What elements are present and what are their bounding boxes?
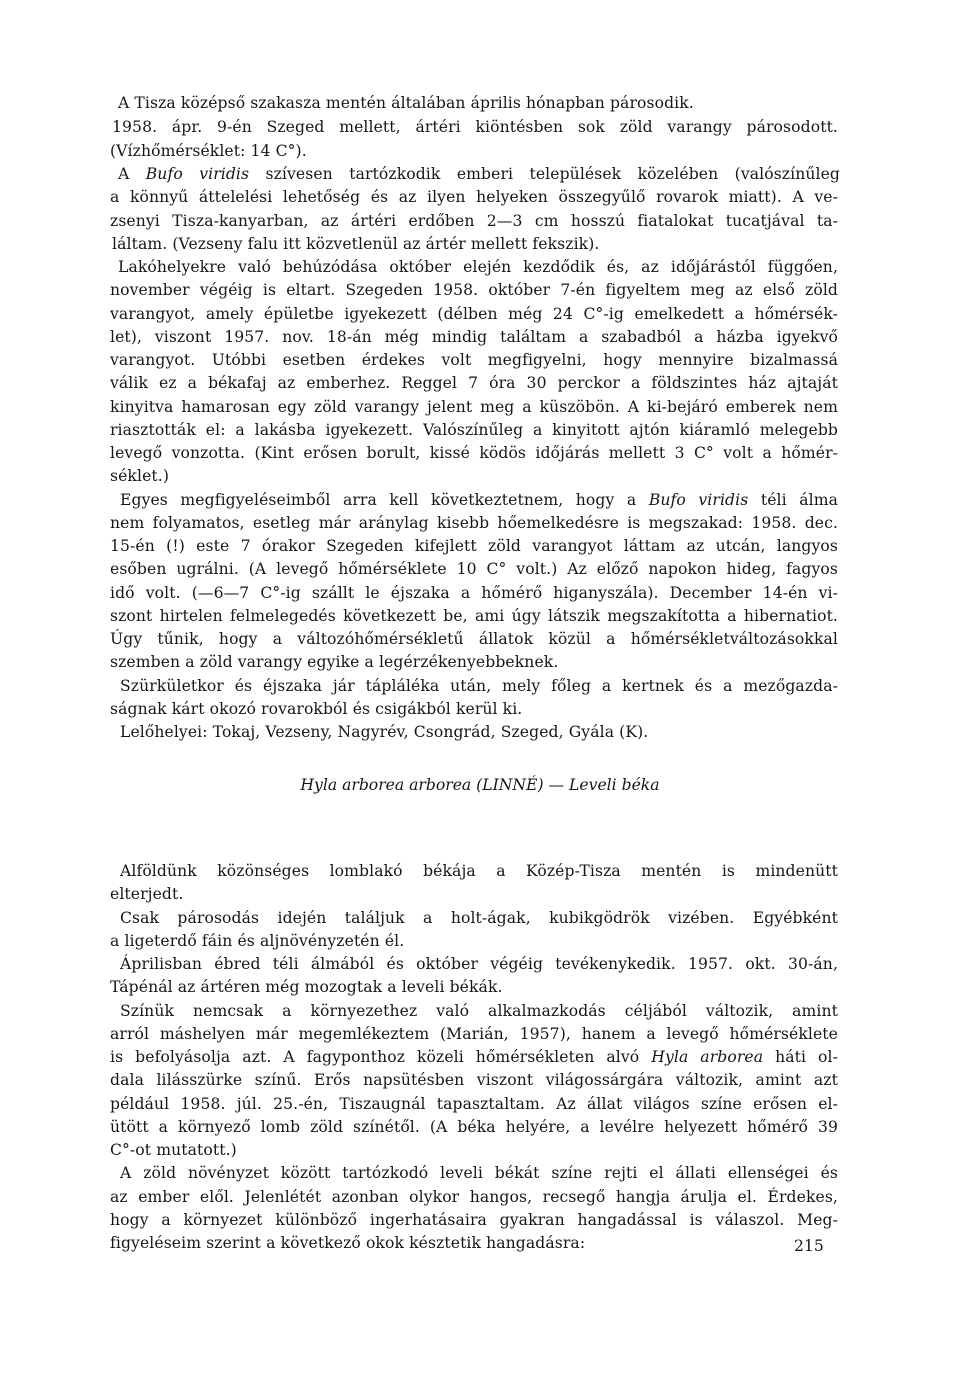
text-line: séklet.) — [110, 467, 170, 485]
text-line: november végéig is eltart. Szegeden 1958. október 7-én figyeltem meg az első zöld — [110, 281, 838, 299]
text-line: ságnak kárt okozó rovarokból és csigákból kerül ki. — [110, 700, 523, 718]
text-line: is befolyásolja azt. A fagyponthoz közeli hőmérsékleten alvó Hyla arborea háti ol- — [110, 1048, 838, 1066]
text-line: let), viszont 1957. nov. 18-án még mindig találtam a szabadból a házba igyekvő — [110, 328, 838, 346]
text-line: kinyitva hamarosan egy zöld varangy jelent meg a küszöbön. A ki-bejáró emberek nem — [110, 398, 838, 416]
text-line: elterjedt. — [110, 885, 184, 903]
text-line: Színük nemcsak a környezethez való alkalmazkodás céljából változik, amint — [120, 1002, 838, 1020]
text-line: esőben ugrálni. (A levegő hőmérséklete 10 C° volt.) Az előző napokon hideg, fagyos — [110, 560, 838, 578]
text-line: válik ez a békafaj az emberhez. Reggel 7 óra 30 perckor a földszintes ház ajtaját — [110, 374, 838, 392]
text-line: Egyes megfigyeléseimből arra kell következtetnem, hogy a Bufo viridis téli álma — [120, 491, 838, 509]
text-line: C°-ot mutatott.) — [110, 1141, 237, 1159]
text-line: varangyot, amely épületbe igyekezett (délben még 24 C°-ig emelkedett a hőmérsék- — [110, 305, 838, 323]
page-number: 215 — [794, 1237, 824, 1255]
text-line: idő volt. (—6—7 C°-ig szállt le éjszaka a hőmérő higanyszála). December 14-én vi- — [110, 584, 838, 602]
text-line: 15-én (!) este 7 órakor Szegeden kifejlett zöld varangyot láttam az utcán, langyos — [110, 537, 838, 555]
text-line: riasztották el: a lakásba igyekezett. Valószínűleg a kinyitott ajtón kiáramló melegebb — [110, 421, 838, 439]
text-line: hogy a környezet különböző ingerhatásaira gyakran hangadással is válaszol. Meg- — [110, 1211, 838, 1229]
text-line: nem folyamatos, esetleg már aránylag kisebb hőemelkedésre is megszakad: 1958. dec. — [110, 514, 838, 532]
text-line: (Vízhőmérséklet: 14 C°). — [110, 142, 307, 160]
section-heading: Hyla arborea arborea (LINNÉ) — Leveli béka — [300, 776, 660, 794]
text-line: zsenyi Tisza-kanyarban, az ártéri erdőben 2—3 cm hosszú fiatalokat tucatjával ta- — [110, 212, 838, 230]
text-line: A Bufo viridis szívesen tartózkodik emberi települések közelében (valószínűleg — [118, 165, 840, 183]
text-line: Szürkületkor és éjszaka jár táplálékа után, mely főleg a kertnek és a mezőgazda- — [120, 677, 838, 695]
text-line: Áprilisban ébred téli álmából és október végéig tevékenykedik. 1957. okt. 30-án, — [120, 955, 838, 973]
text-line: A Tisza középső szakasza mentén általában április hónapban párosodik. — [118, 94, 694, 112]
text-line: szemben a zöld varangy egyike a legérzékenyebbeknek. — [110, 653, 559, 671]
text-line: dala lilásszürke színű. Erős napsütésben viszont világossárgára változik, amint azt — [110, 1071, 838, 1089]
text-line: láltam. (Vezseny falu itt közvetlenül az ártér mellett fekszik). — [112, 235, 600, 253]
text-line: varangyot. Utóbbi esetben érdekes volt megfigyelni, hogy mennyire bizalmassá — [110, 351, 838, 369]
text-line: A zöld növényzet között tartózkodó leveli békát színe rejti el állati ellenségei és — [120, 1164, 838, 1182]
text-line: a ligeterdő fáin és aljnövényzetén él. — [110, 932, 405, 950]
text-line: például 1958. júl. 25.-én, Tiszaugnál tapasztaltam. Az állat világos színe erősen el- — [110, 1095, 838, 1113]
text-line: Úgy tűnik, hogy a változóhőmérsékletű állatok közül a hőmérsékletváltozásokkal — [110, 630, 838, 648]
text-line: Csak párosodás idején találjuk a holt-ágak, kubikgödrök vizében. Egyébként — [120, 909, 838, 927]
text-line: a könnyű áttelelési lehetőség és az ilyen helyeken összegyűlő rovarok miatt). A ve- — [110, 188, 838, 206]
text-line: 1958. ápr. 9-én Szeged mellett, ártéri kiöntésben sok zöld varangy párosodott. — [112, 118, 838, 136]
text-line: arról máshelyen már megemlékeztem (Marián, 1957), hanem a levegő hőmérséklete — [110, 1025, 838, 1043]
text-line: ütött a környező lomb zöld színétől. (A béka helyére, a levélre helyezett hőmérő 39 — [110, 1118, 838, 1136]
text-line: Alföldünk közönséges lomblakó békája a Közép-Tisza mentén is mindenütt — [120, 862, 838, 880]
text-line: Lelőhelyei: Tokaj, Vezseny, Nagyrév, Csongrád, Szeged, Gyála (K). — [120, 723, 649, 741]
text-line: az ember elől. Jelenlétét azonban olykor hangos, recsegő hangja árulja el. Érdekes, — [110, 1188, 838, 1206]
text-line: szont hirtelen felmelegedés következett be, ami úgy látszik megszakította a hibernatiot. — [110, 607, 838, 625]
text-line: Tápénál az ártéren még mozogtak a leveli békák. — [110, 978, 503, 996]
text-line: figyeléseim szerint a következő okok késztetik hangadásra: — [110, 1234, 586, 1252]
text-line: Lakóhelyekre való behúzódása október elején kezdődik és, az időjárástól függően, — [118, 258, 838, 276]
text-line: levegő vonzotta. (Kint erősen borult, kissé ködös időjárás mellett 3 C° volt a hőmér- — [110, 444, 838, 462]
